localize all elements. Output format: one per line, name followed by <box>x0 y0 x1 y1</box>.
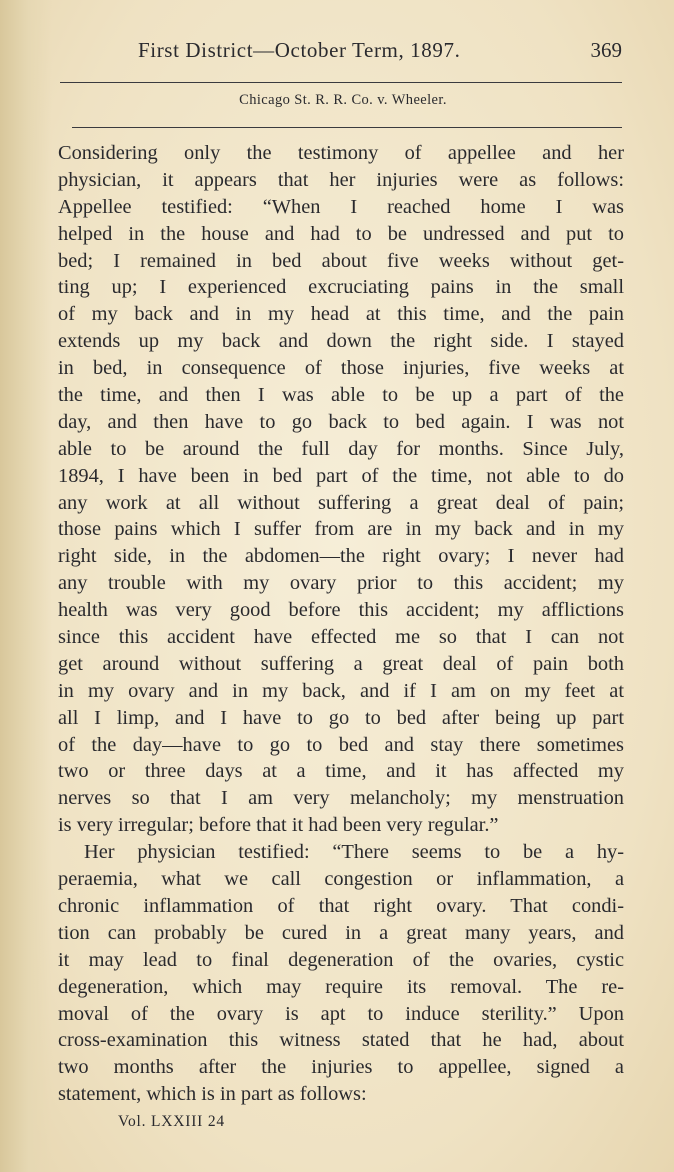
text-line: of the day—have to go to bed and stay there sometimes <box>58 733 624 756</box>
text-line: moval of the ovary is apt to induce sterility.” Upon <box>58 1002 624 1025</box>
case-title: Chicago St. R. R. Co. v. Wheeler. <box>239 92 447 108</box>
text-line: extends up my back and down the right side. I stayed <box>58 330 624 353</box>
header-rule-bottom <box>72 127 622 128</box>
text-line: helped in the house and had to be undressed and put to <box>58 222 624 245</box>
page-number: 369 <box>590 38 622 62</box>
text-line: any work at all without suffering a great deal of pain; <box>58 491 624 514</box>
text-line: all I limp, and I have to go to bed after being up part <box>58 706 624 729</box>
page-gutter-shadow <box>0 0 52 1172</box>
text-line: right side, in the abdomen—the right ovary; I never had <box>58 545 624 568</box>
text-line: physician, it appears that her injuries were as follows: <box>58 168 624 191</box>
text-line: two or three days at a time, and it has affected my <box>58 760 624 783</box>
text-line: get around without suffering a great deal of pain both <box>58 652 624 675</box>
text-line: in bed, in consequence of those injuries, five weeks at <box>58 357 624 380</box>
text-line: able to be around the full day for months. Since July, <box>58 437 624 460</box>
body-text <box>58 140 624 1108</box>
text-line: 1894, I have been in bed part of the time, not able to do <box>58 464 624 487</box>
text-line: day, and then have to go back to bed again. I was not <box>58 410 624 433</box>
text-line: Appellee testified: “When I reached home I was <box>58 195 624 218</box>
signature-mark: Vol. LXXIII 24 <box>118 1113 225 1130</box>
text-line: any trouble with my ovary prior to this accident; my <box>58 572 624 595</box>
text-line: two months after the injuries to appellee, signed a <box>58 1056 624 1079</box>
page-header <box>138 38 622 74</box>
text-line: in my ovary and in my back, and if I am on my feet at <box>58 679 624 702</box>
text-line: bed; I remained in bed about five weeks without get- <box>58 249 624 272</box>
running-head: First District—October Term, 1897. <box>138 38 461 62</box>
text-line: health was very good before this accident; my afflictions <box>58 599 624 622</box>
text-line: since this accident have effected me so that I can not <box>58 626 624 649</box>
text-line: Her physician testified: “There seems to be a hy- <box>84 841 624 864</box>
text-line: cross-examination this witness stated that he had, about <box>58 1029 624 1052</box>
text-line: degeneration, which may require its removal. The re- <box>58 975 624 998</box>
text-line: Considering only the testimony of appellee and her <box>58 142 624 164</box>
text-line: it may lead to final degeneration of the ovaries, cystic <box>58 948 624 971</box>
text-line: statement, which is in part as follows: <box>58 1083 367 1106</box>
text-line: ting up; I experienced excruciating pains in the small <box>58 276 624 299</box>
text-line: chronic inflammation of that right ovary. That condi- <box>58 894 624 917</box>
text-line: is very irregular; before that it had been very regular.” <box>58 814 499 837</box>
text-line: peraemia, what we call congestion or inflammation, a <box>58 868 624 891</box>
text-line: tion can probably be cured in a great many years, and <box>58 921 624 944</box>
text-line: nerves so that I am very melancholy; my menstruation <box>58 787 624 810</box>
text-line: the time, and then I was able to be up a part of the <box>58 384 624 407</box>
header-rule-top <box>60 82 622 83</box>
text-line: those pains which I suffer from are in my back and in my <box>58 518 624 541</box>
text-line: of my back and in my head at this time, and the pain <box>58 303 624 326</box>
